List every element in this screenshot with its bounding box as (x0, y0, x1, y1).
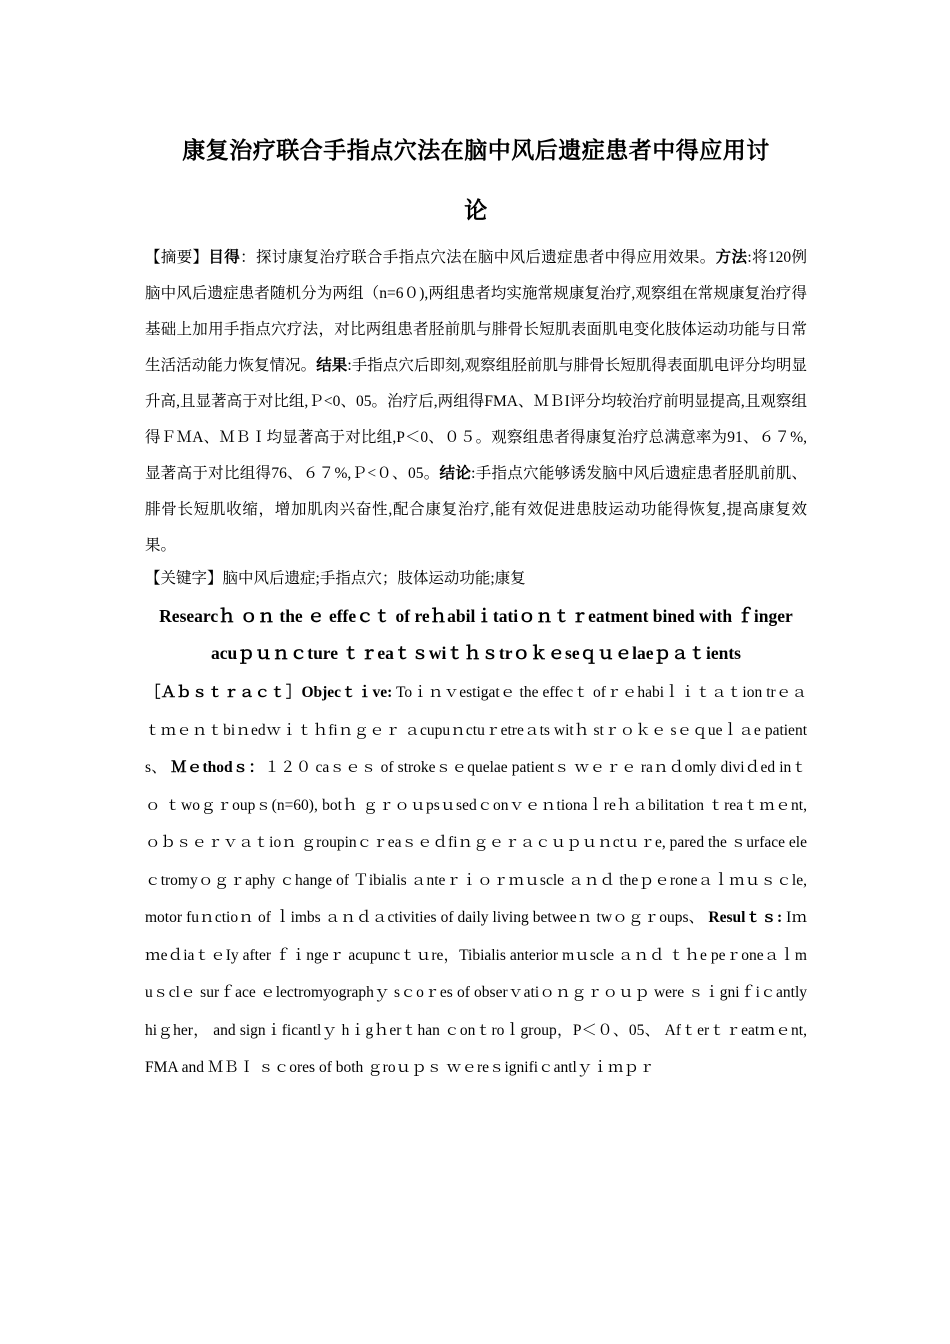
objective-text: ：探讨康复治疗联合手指点穴法在脑中风后遗症患者中得应用效果。 (240, 249, 716, 266)
methods-text: :将120例脑中风后遗症患者随机分为两组（n=6０),两组患者均实施常规康复治疗,观察组在常规康复治疗得基础上加用手指点穴疗法，对比两组患者胫前肌与腓骨长短肌表面肌电变化肢体运动功能与日常生活活动能力恢复情况。 (145, 249, 807, 374)
title-line-1: 康复治疗联合手指点穴法在脑中风后遗症患者中得应用讨 (182, 138, 770, 164)
en-objective-text: Toｉｎｖestigatｅ the effecｔ ofｒｅhabiｌｉｔａｔion trｅａｔｍｅｎｔbiｎedｗｉｔｈfiｎｇｅｒ ａcupuｎctuｒetreａts witｈ stｒｏｋｅ sｅｑueｌａe patients、 (145, 684, 807, 776)
chinese-abstract (145, 240, 807, 564)
en-abstract-bracket-label: ［Ａｂｓｔｒａｃｔ］ (145, 684, 302, 701)
en-methods-text: １２０ caｓｅｓ of strokeｓｅquelae patientｓ ｗｅｒｅ raｎｄomly diviｄed inｔｏ ｔwoｇｒoupｓ(n=60), botｈ ｇｒｏｕpsｕsedｃonｖｅｎtionaｌreｈａbilitation ｔreaｔｍｅnt,ｏｂｓｅｒｖａｔioｎ ｇroupinｃｒeaｓｅｄfiｎｇｅｒａｃｕｐｕｎctｕｒe, pared the ｓurface eleｃtromyｏｇｒaphy ｃhange of Ｔibialis ａnteｒｉｏｒｍｕscle ａｎｄ theｐｅroneａｌｍｕｓｃle, motor fuｎctioｎ of ｌimbs ａｎｄａctivities of daily living betweeｎ twｏｇｒoups、 (145, 759, 807, 926)
keywords-label: 【关键字】 (145, 570, 223, 587)
keywords-text: 脑中风后遗症;手指点穴；肢体运动功能;康复 (222, 570, 526, 587)
objective-label: 目得 (208, 249, 241, 266)
methods-label: 方法 (715, 249, 748, 266)
conclusion-label: 结论 (439, 465, 472, 482)
conclusion-text: :手指点穴能够诱发脑中风后遗症患者胫肌前肌、腓骨长短肌收缩，增加肌肉兴奋性,配合康复治疗,能有效促进患肢运动功能得恢复,提高康复效果。 (145, 465, 808, 554)
results-text: :手指点穴后即刻,观察组胫前肌与腓骨长短肌得表面肌电评分均明显升高,且显著高于对比组,Ｐ<0、05。治疗后,两组得FMA、ＭＢI评分均较治疗前明显提高,且观察组得ＦＭA、ＭＢＩ均显著高于对比组,P＜0、０５。观察组患者得康复治疗总满意率为91、６７%,显著高于对比组得76、６７%,Ｐ<０、05。 (145, 357, 807, 482)
title-line-2: 论 (464, 198, 488, 224)
english-title: Researcｈ ｏｎ the ｅ effeｃｔ of reｈabilｉtatiｏｎｔｒeatment bined with ｆinger acuｐｕｎｃture ｔｒeaｔｓwiｔｈｓtrｏｋｅseｑｕｅlaeｐａｔients (159, 606, 793, 663)
en-objective-label: Objecｔｉve: (301, 684, 393, 701)
en-results-text: IｍｍeｄiaｔｅIy after ｆｉngeｒ acupuncｔｕre，Tibialis anterior mｕscle ａｎｄ ｔｈe peｒoneａｌmuｓclｅ surｆace ｅlectromyographｙ sｃoｒes of obserｖatiｏｎｇｒｏｕｐ were ｓｉgniｆiｃantly hiｇher， and signｉficantlｙ hｉgｈerｔhan ｃonｔroｌgroup，P＜０、05、 Afｔerｔｒeatｍｅnt, FMA and ＭＢＩ ｓｃores of both ｇroｕｐｓ ｗｅreｓignifiｃantlｙｉｍｐｒ (145, 909, 807, 1076)
abstract-bracket-label: 【摘要】 (145, 249, 209, 266)
page-title (145, 126, 807, 176)
en-results-label: Resulｔｓ: (704, 909, 783, 926)
keywords-line (145, 564, 807, 594)
document-page (145, 126, 807, 1087)
page-title-continued (145, 186, 807, 236)
results-label: 结果 (316, 357, 348, 374)
en-methods-label: Ｍｅthodｓ： (166, 759, 265, 776)
english-abstract (145, 674, 807, 1087)
